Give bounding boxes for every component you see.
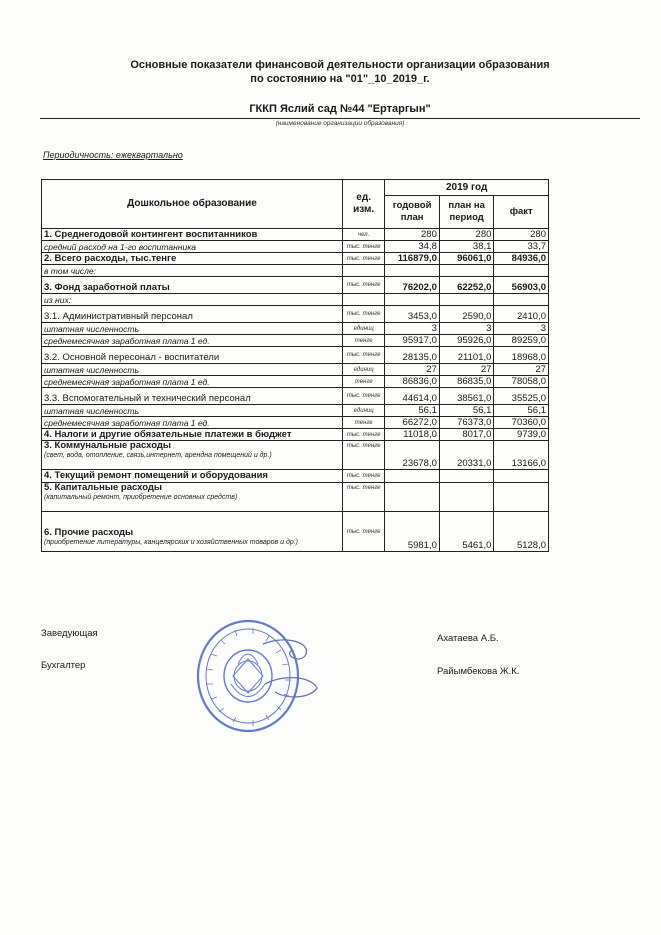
row-unit: тенге bbox=[342, 335, 384, 347]
head-label: Заведующая bbox=[41, 628, 98, 639]
row-plan: 34,8 bbox=[385, 241, 440, 253]
row-name: среднемесячная заработная плата 1 ед. bbox=[42, 376, 343, 388]
row-fact: 2410,0 bbox=[494, 306, 549, 323]
row-name: в том числе: bbox=[42, 265, 343, 277]
row-name: 4. Налоги и другие обязательные платежи в бюджет bbox=[42, 429, 343, 441]
row-plan: 95917,0 bbox=[385, 335, 440, 347]
row-unit: единиц bbox=[342, 323, 384, 335]
row-unit: тыс. тенге bbox=[342, 241, 384, 253]
row-plan: 5981,0 bbox=[385, 512, 440, 552]
row-fact: 5128,0 bbox=[494, 512, 549, 552]
row-period: 27 bbox=[439, 364, 494, 376]
row-unit: тенге bbox=[342, 376, 384, 388]
row-name: 3. Коммунальные расходы (свет, вода, отопление, связь,интернет, арендна помещений и др.) bbox=[42, 441, 343, 470]
table-row bbox=[42, 323, 549, 335]
row-fact bbox=[494, 294, 549, 306]
row-period: 5461,0 bbox=[439, 512, 494, 552]
row-name: 3.1. Административный персонал bbox=[42, 306, 343, 323]
row-subtitle: (приобретение литературы, канцелярских и хозяйственных товаров и др.) bbox=[44, 539, 298, 546]
row-name: штатная численность bbox=[42, 364, 343, 376]
table-row bbox=[42, 294, 549, 306]
row-plan: 86836,0 bbox=[385, 376, 440, 388]
header-year: 2019 год bbox=[385, 180, 549, 196]
row-period: 20331,0 bbox=[439, 441, 494, 470]
row-name: 4. Текущий ремонт помещений и оборудования bbox=[42, 470, 343, 483]
row-fact bbox=[494, 265, 549, 277]
row-period: 96061,0 bbox=[439, 253, 494, 265]
organization-name: ГККП Яслий сад №44 "Ертаргын" bbox=[249, 103, 431, 115]
table-row bbox=[42, 429, 549, 441]
row-name: 3. Фонд заработной платы bbox=[42, 277, 343, 294]
row-plan: 116879,0 bbox=[385, 253, 440, 265]
table-row bbox=[42, 335, 549, 347]
organization-underline bbox=[40, 118, 640, 119]
table-row bbox=[42, 364, 549, 376]
row-name: 3.3. Вспомогательный и технический персонал bbox=[42, 388, 343, 405]
row-unit bbox=[342, 265, 384, 277]
row-plan: 23678,0 bbox=[385, 441, 440, 470]
table-row bbox=[42, 306, 549, 323]
table-row bbox=[42, 405, 549, 417]
row-plan: 11018,0 bbox=[385, 429, 440, 441]
row-unit: тыс. тенге bbox=[342, 388, 384, 405]
row-plan: 3 bbox=[385, 323, 440, 335]
financial-table bbox=[41, 179, 549, 552]
row-fact: 84936,0 bbox=[494, 253, 549, 265]
row-plan bbox=[385, 265, 440, 277]
header-unit: ед. изм. bbox=[342, 180, 384, 229]
row-period: 8017,0 bbox=[439, 429, 494, 441]
row-name: средний расход на 1-го воспитанника bbox=[42, 241, 343, 253]
table-row bbox=[42, 376, 549, 388]
table-row bbox=[42, 388, 549, 405]
row-name: из них: bbox=[42, 294, 343, 306]
row-unit: тыс. тенге bbox=[342, 306, 384, 323]
table-row bbox=[42, 483, 549, 512]
row-name: среднемесячная заработная плата 1 ед. bbox=[42, 335, 343, 347]
row-unit: тыс. тенге bbox=[342, 441, 384, 470]
header-plan-period: план на период bbox=[439, 196, 494, 229]
row-fact: 13166,0 bbox=[494, 441, 549, 470]
row-fact: 56903,0 bbox=[494, 277, 549, 294]
head-name: Ахатаева А.Б. bbox=[437, 633, 499, 644]
row-unit: единиц bbox=[342, 364, 384, 376]
row-fact: 9739,0 bbox=[494, 429, 549, 441]
row-name: штатная численность bbox=[42, 323, 343, 335]
table-row bbox=[42, 470, 549, 483]
row-fact: 35525,0 bbox=[494, 388, 549, 405]
row-unit: тыс. тенге bbox=[342, 429, 384, 441]
report-title-line2: по состоянию на "01"_10_2019_г. bbox=[250, 73, 430, 85]
row-plan: 27 bbox=[385, 364, 440, 376]
table-row bbox=[42, 229, 549, 241]
row-plan: 280 bbox=[385, 229, 440, 241]
table-row bbox=[42, 512, 549, 552]
row-period: 38561,0 bbox=[439, 388, 494, 405]
table-row bbox=[42, 277, 549, 294]
row-period: 21101,0 bbox=[439, 347, 494, 364]
row-unit: единиц bbox=[342, 405, 384, 417]
row-name: 5. Капитальные расходы (капитальный ремонт, приобретение основных средств) bbox=[42, 483, 343, 512]
row-plan: 76202,0 bbox=[385, 277, 440, 294]
row-period: 95926,0 bbox=[439, 335, 494, 347]
row-period bbox=[439, 265, 494, 277]
row-plan: 28135,0 bbox=[385, 347, 440, 364]
official-stamp-icon bbox=[193, 614, 323, 738]
row-unit: тенге bbox=[342, 417, 384, 429]
row-unit: тыс. тенге bbox=[342, 253, 384, 265]
row-fact: 27 bbox=[494, 364, 549, 376]
row-period: 2590,0 bbox=[439, 306, 494, 323]
table-body bbox=[42, 229, 549, 441]
row-fact: 56,1 bbox=[494, 405, 549, 417]
row-unit: чел. bbox=[342, 229, 384, 241]
row-period: 3 bbox=[439, 323, 494, 335]
row-plan: 44614,0 bbox=[385, 388, 440, 405]
row-period: 280 bbox=[439, 229, 494, 241]
row-name: 3.2. Основной пересонал - воспитатели bbox=[42, 347, 343, 364]
row-unit: тыс. тенге bbox=[342, 483, 384, 512]
row-subtitle: (свет, вода, отопление, связь,интернет, арендна помещений и др.) bbox=[44, 452, 272, 459]
row-plan bbox=[385, 294, 440, 306]
table-row bbox=[42, 441, 549, 470]
row-name: среднемесячная заработная плата 1 ед. bbox=[42, 417, 343, 429]
table-row bbox=[42, 417, 549, 429]
row-period: 62252,0 bbox=[439, 277, 494, 294]
row-unit: тыс. тенге bbox=[342, 347, 384, 364]
row-subtitle: (капитальный ремонт, приобретение основных средств) bbox=[44, 494, 238, 501]
row-fact: 280 bbox=[494, 229, 549, 241]
row-plan: 3453,0 bbox=[385, 306, 440, 323]
row-fact: 89259,0 bbox=[494, 335, 549, 347]
report-title-line1: Основные показатели финансовой деятельности организации образования bbox=[130, 59, 550, 71]
row-period: 76373,0 bbox=[439, 417, 494, 429]
row-name: 2. Всего расходы, тыс.тенге bbox=[42, 253, 343, 265]
row-unit: тыс. тенге bbox=[342, 277, 384, 294]
row-period: 56,1 bbox=[439, 405, 494, 417]
row-plan: 56,1 bbox=[385, 405, 440, 417]
row-fact: 18968,0 bbox=[494, 347, 549, 364]
row-fact: 78058,0 bbox=[494, 376, 549, 388]
row-name: штатная численность bbox=[42, 405, 343, 417]
accountant-label: Бухгалтер bbox=[41, 660, 86, 671]
organization-caption: (наименование организации образования) bbox=[275, 120, 405, 127]
row-plan: 66272,0 bbox=[385, 417, 440, 429]
row-period: 38,1 bbox=[439, 241, 494, 253]
table-row bbox=[42, 265, 549, 277]
row-name: 1. Среднегодовой контингент воспитанников bbox=[42, 229, 343, 241]
table-row bbox=[42, 253, 549, 265]
header-fact: факт bbox=[494, 196, 549, 229]
row-fact: 70360,0 bbox=[494, 417, 549, 429]
row-fact: 33,7 bbox=[494, 241, 549, 253]
periodicity-label: Периодичность: ежеквартально bbox=[43, 150, 183, 160]
row-fact: 3 bbox=[494, 323, 549, 335]
row-name: 6. Прочие расходы (приобретение литературы, канцелярских и хозяйственных товаров и др.) bbox=[42, 512, 343, 552]
table-row bbox=[42, 347, 549, 364]
header-plan-year: годовой план bbox=[385, 196, 440, 229]
row-unit: тыс. тенге bbox=[342, 512, 384, 552]
row-period bbox=[439, 294, 494, 306]
table-row bbox=[42, 241, 549, 253]
row-unit: тыс. тенге bbox=[342, 470, 384, 483]
table-body-extra bbox=[42, 441, 549, 552]
row-period: 86835,0 bbox=[439, 376, 494, 388]
row-unit bbox=[342, 294, 384, 306]
header-name: Дошкольное образование bbox=[42, 180, 343, 229]
accountant-name: Райымбекова Ж.К. bbox=[437, 666, 520, 677]
